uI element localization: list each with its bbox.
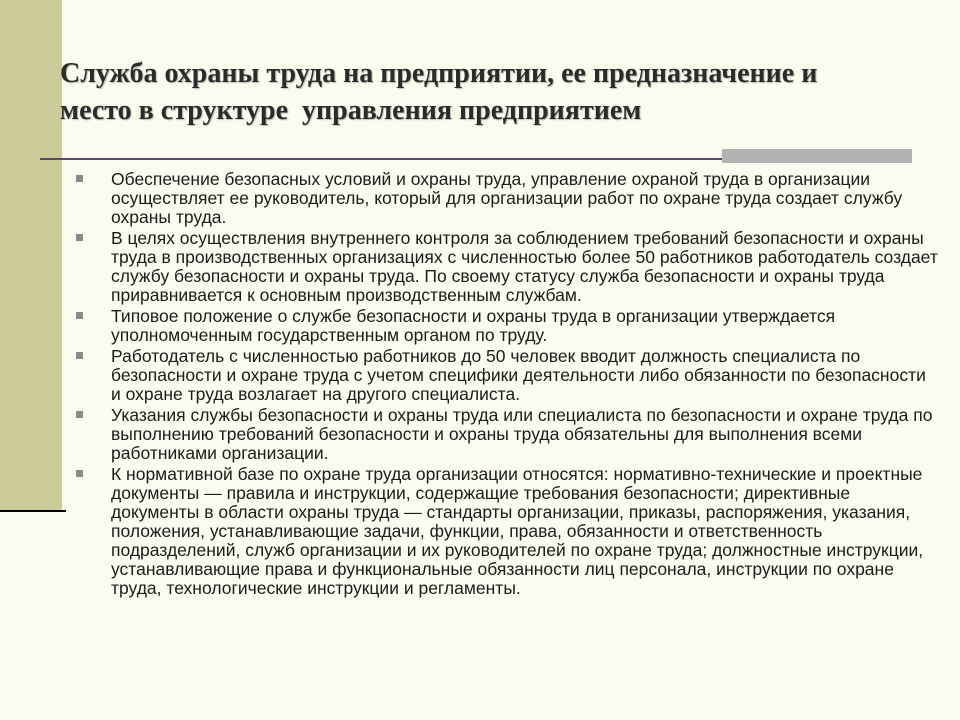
bullet-item [76,406,938,463]
bullet-item [76,347,938,404]
bullet-item [76,170,938,227]
decorative-side-bar [0,0,62,512]
slide-title: Служба охраны труда на предприятии, ее предназначение и место в структуре управления предприятием [60,58,818,126]
bullet-text: Указания службы безопасности и охраны труда или специалиста по безопасности и охране труда по выполнению требований безопасности и охраны труда обязательны для выполнения всеми работниками организации. [111,405,933,463]
square-bullet-icon [76,234,83,241]
square-bullet-icon [76,352,83,359]
square-bullet-icon [76,411,83,418]
bullet-text: К нормативной базе по охране труда организации относятся: нормативно-технические и проектные документы — правила и инструкции, содержащие требования безопасности; директивные документы в области охраны труда — стандарты организации, приказы, распоряжения, указания, положения, устанавливающие задачи, функции, права, обязанности и ответственность подразделений, служб организации и их руководителей по охране труда; должностные инструкции, устанавливающие права и функциональные обязанности лиц персонала, инструкции по охране труда, технологические инструкции и регламенты. [111,464,924,598]
bullet-text: Типовое положение о службе безопасности и охраны труда в организации утверждается уполномоченным государственным органом по труду. [111,306,836,345]
bullet-text: Обеспечение безопасных условий и охраны труда, управление охраной труда в организации осуществляет ее руководитель, который для организации работ по охране труда создает службу охраны труда. [111,169,903,227]
side-bar-underline [0,510,66,512]
square-bullet-icon [76,175,83,182]
square-bullet-icon [76,312,83,319]
bullet-item [76,465,938,598]
bullet-item [76,307,938,345]
bullet-item [76,229,938,305]
square-bullet-icon [76,470,83,477]
title-accent-bar [722,149,912,163]
bullet-text: В целях осуществления внутреннего контроля за соблюдением требований безопасности и охраны труда в производственных организациях с численностью более 50 работников работодатель создает службу безопасности и охраны труда. По своему статусу служба безопасности и охраны труда приравнивается к основным производственным службам. [111,228,938,305]
bullet-list [76,170,938,600]
bullet-text: Работодатель с численностью работников до 50 человек вводит должность специалиста по безопасности и охране труда с учетом специфики деятельности либо обязанности по безопасности и охране труда возлагает на другого специалиста. [111,346,926,404]
